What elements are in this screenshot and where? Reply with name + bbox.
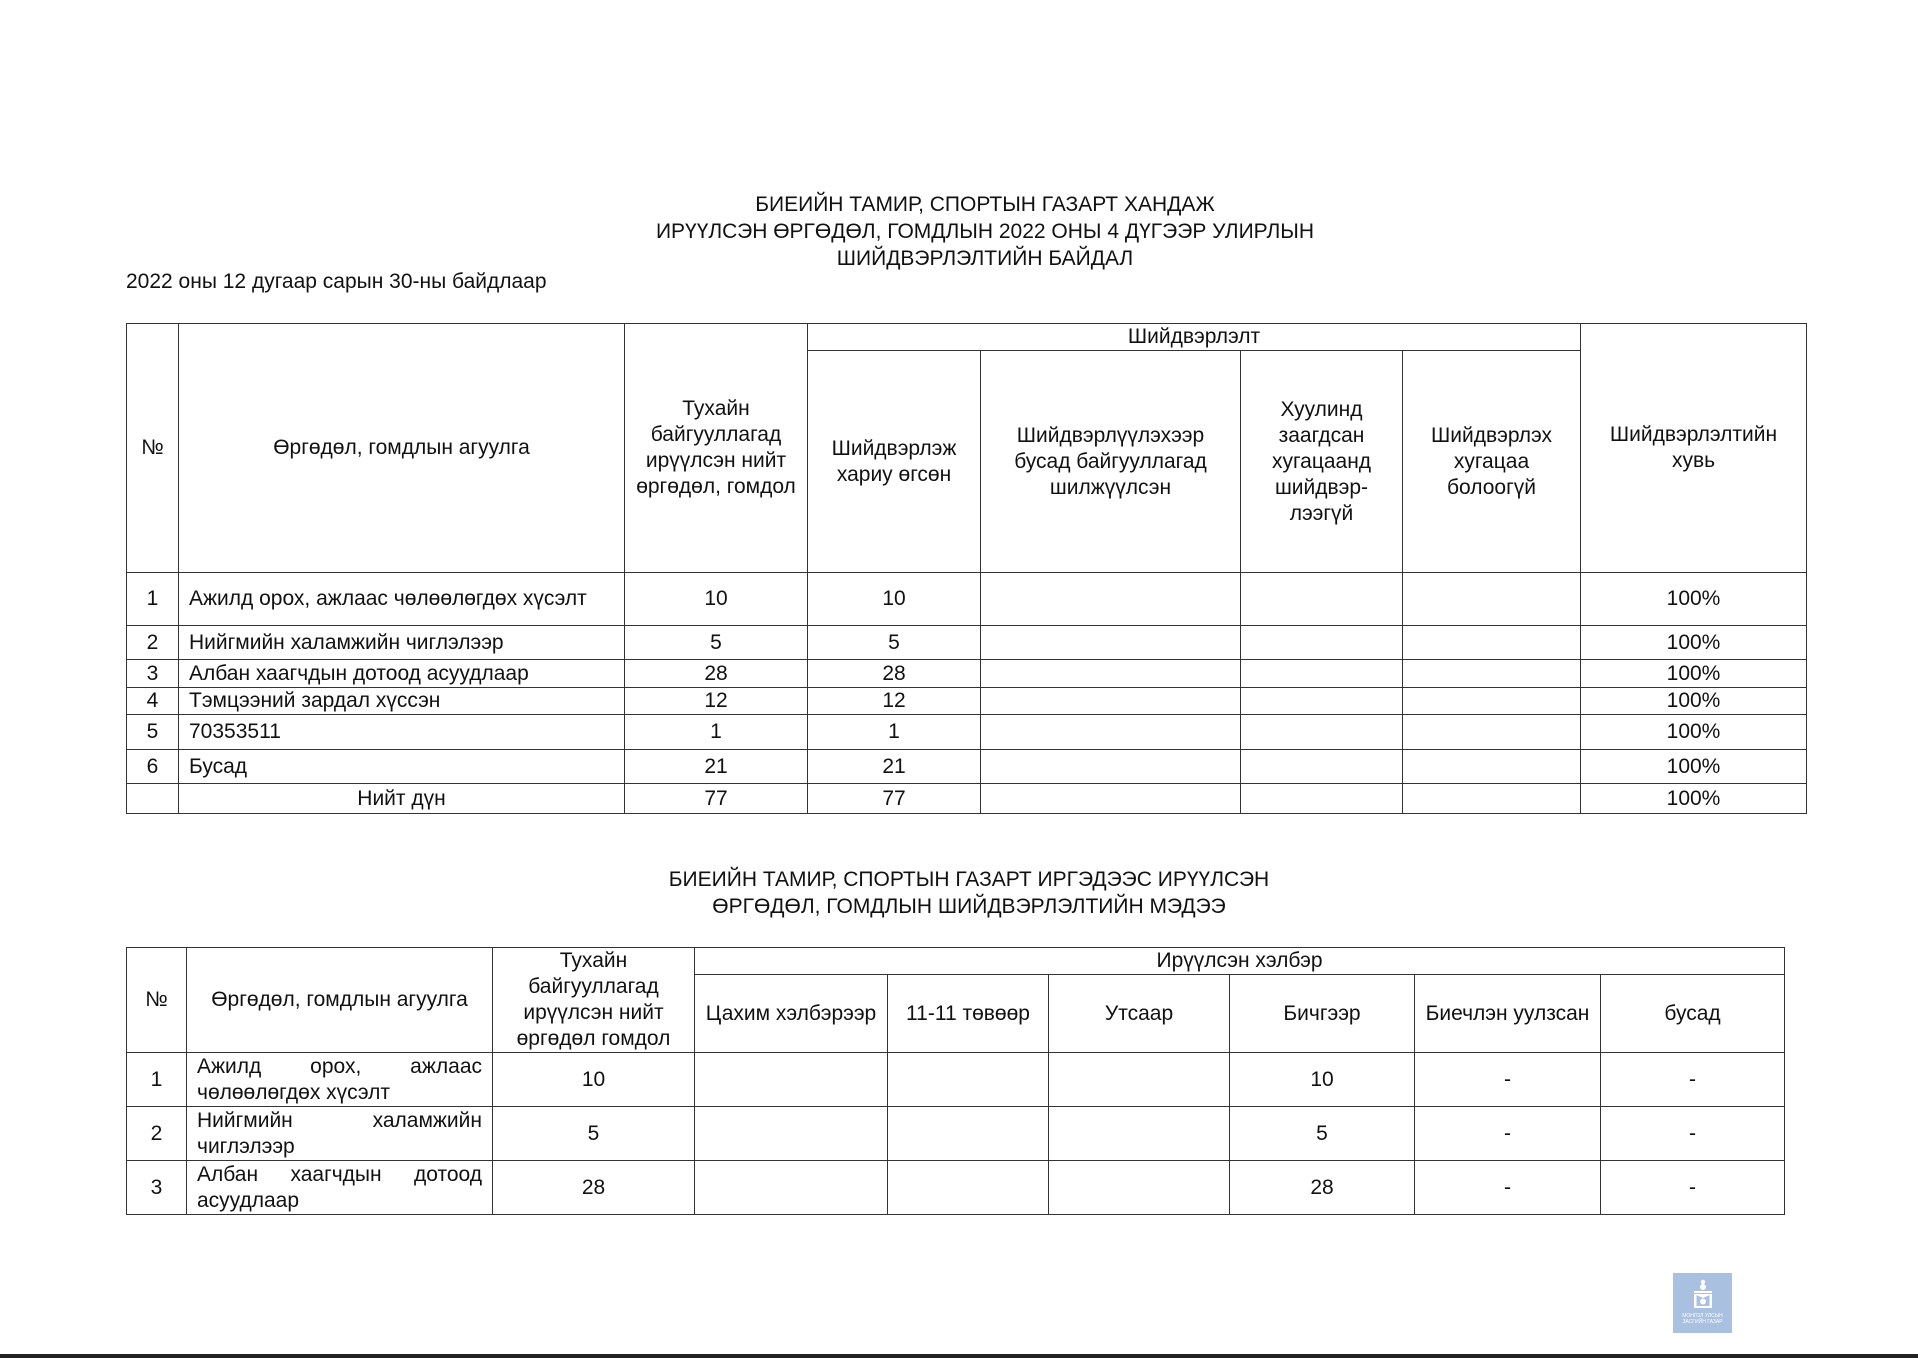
row-phone bbox=[1049, 1107, 1230, 1161]
row-number: 2 bbox=[127, 626, 179, 660]
report1-title bbox=[26, 191, 1918, 272]
header-resolution-group: Шийдвэрлэлт bbox=[808, 324, 1581, 351]
row-transferred bbox=[981, 688, 1241, 715]
report1-title-line: ШИЙДВЭРЛЭЛТИЙН БАЙДАЛ bbox=[836, 247, 1134, 270]
row-number: 3 bbox=[127, 660, 179, 688]
row-hotline bbox=[888, 1161, 1049, 1215]
page-bottom-border bbox=[0, 1354, 1918, 1358]
row-number: 4 bbox=[127, 688, 179, 715]
row-number: 6 bbox=[127, 750, 179, 784]
header-total: Тухайн байгууллагад ирүүлсэн нийт өргөдөл гомдол bbox=[493, 948, 695, 1053]
row-percent: 100% bbox=[1581, 688, 1807, 715]
row-not-due bbox=[1403, 573, 1581, 626]
row-number: 1 bbox=[127, 573, 179, 626]
header-percent: Шийдвэрлэлтийн хувь bbox=[1581, 324, 1807, 573]
header-overdue: Хуулинд заагдсан хугацаанд шийдвэр-лээгүй bbox=[1241, 351, 1403, 573]
row-other: - bbox=[1601, 1107, 1785, 1161]
header-number: № bbox=[127, 324, 179, 573]
row-not-due bbox=[1403, 660, 1581, 688]
total-number bbox=[127, 784, 179, 814]
total-total: 77 bbox=[625, 784, 808, 814]
header-number: № bbox=[127, 948, 187, 1053]
row-hotline bbox=[888, 1107, 1049, 1161]
header-total: Тухайн байгууллагад ирүүлсэн нийт өргөдөл, гомдол bbox=[625, 324, 808, 573]
header-phone: Утсаар bbox=[1049, 975, 1230, 1053]
row-total: 1 bbox=[625, 715, 808, 750]
row-content: Нийгмийн халамжийн чиглэлээр bbox=[187, 1107, 493, 1161]
row-other: - bbox=[1601, 1161, 1785, 1215]
total-answered: 77 bbox=[808, 784, 981, 814]
row-answered: 10 bbox=[808, 573, 981, 626]
table-row bbox=[127, 750, 1807, 784]
row-content: 70353511 bbox=[179, 715, 625, 750]
header-electronic: Цахим хэлбэрээр bbox=[695, 975, 888, 1053]
table-row bbox=[127, 1107, 1785, 1161]
row-hotline bbox=[888, 1053, 1049, 1107]
header-content: Өргөдөл, гомдлын агуулга bbox=[179, 324, 625, 573]
row-electronic bbox=[695, 1053, 888, 1107]
header-content: Өргөдөл, гомдлын агуулга bbox=[187, 948, 493, 1053]
table-row bbox=[127, 1161, 1785, 1215]
row-overdue bbox=[1241, 688, 1403, 715]
row-overdue bbox=[1241, 626, 1403, 660]
header-other: бусад bbox=[1601, 975, 1785, 1053]
header-not-due: Шийдвэрлэх хугацаа болоогүй bbox=[1403, 351, 1581, 573]
header-submission-group: Ирүүлсэн хэлбэр bbox=[695, 948, 1785, 975]
row-total: 5 bbox=[493, 1107, 695, 1161]
row-answered: 5 bbox=[808, 626, 981, 660]
row-transferred bbox=[981, 715, 1241, 750]
row-written: 5 bbox=[1230, 1107, 1415, 1161]
row-not-due bbox=[1403, 750, 1581, 784]
row-percent: 100% bbox=[1581, 626, 1807, 660]
row-content: Албан хаагчдын дотоод асуудлаар bbox=[179, 660, 625, 688]
row-total: 10 bbox=[625, 573, 808, 626]
total-row bbox=[127, 784, 1807, 814]
total-transferred bbox=[981, 784, 1241, 814]
report-date: 2022 оны 12 дугаар сарын 30-ны байдлаар bbox=[126, 270, 547, 293]
logo-caption: МОНГОЛ УЛСЫН ЗАСГИЙН ГАЗАР bbox=[1682, 1313, 1723, 1325]
total-not-due bbox=[1403, 784, 1581, 814]
table-row bbox=[127, 660, 1807, 688]
row-written: 10 bbox=[1230, 1053, 1415, 1107]
row-overdue bbox=[1241, 573, 1403, 626]
report1-title-line: БИЕИЙН ТАМИР, СПОРТЫН ГАЗАРТ ХАНДАЖ bbox=[755, 193, 1215, 216]
row-not-due bbox=[1403, 626, 1581, 660]
resolution-status-table bbox=[126, 323, 1807, 814]
submission-type-table bbox=[126, 947, 1785, 1215]
row-phone bbox=[1049, 1161, 1230, 1215]
table-row bbox=[127, 626, 1807, 660]
report2-title-line: БИЕИЙН ТАМИР, СПОРТЫН ГАЗАРТ ИРГЭДЭЭС ИРҮҮЛСЭН bbox=[668, 868, 1270, 891]
report2-title-line: ӨРГӨДӨЛ, ГОМДЛЫН ШИЙДВЭРЛЭЛТИЙН МЭДЭЭ bbox=[712, 895, 1226, 918]
row-total: 21 bbox=[625, 750, 808, 784]
row-percent: 100% bbox=[1581, 573, 1807, 626]
row-content: Нийгмийн халамжийн чиглэлээр bbox=[179, 626, 625, 660]
table-row bbox=[127, 688, 1807, 715]
row-in-person: - bbox=[1415, 1053, 1601, 1107]
header-in-person: Биечлэн уулзсан bbox=[1415, 975, 1601, 1053]
row-not-due bbox=[1403, 688, 1581, 715]
row-number: 3 bbox=[127, 1161, 187, 1215]
row-number: 5 bbox=[127, 715, 179, 750]
row-answered: 21 bbox=[808, 750, 981, 784]
row-content: Албан хаагчдын дотоод асуудлаар bbox=[187, 1161, 493, 1215]
row-answered: 12 bbox=[808, 688, 981, 715]
row-phone bbox=[1049, 1053, 1230, 1107]
header-written: Бичгээр bbox=[1230, 975, 1415, 1053]
row-transferred bbox=[981, 660, 1241, 688]
row-content: Ажилд орох, ажлаас чөлөөлөгдөх хүсэлт bbox=[187, 1053, 493, 1107]
row-content: Тэмцээний зардал хүссэн bbox=[179, 688, 625, 715]
row-other: - bbox=[1601, 1053, 1785, 1107]
row-number: 1 bbox=[127, 1053, 187, 1107]
row-answered: 28 bbox=[808, 660, 981, 688]
row-overdue bbox=[1241, 715, 1403, 750]
row-transferred bbox=[981, 573, 1241, 626]
row-not-due bbox=[1403, 715, 1581, 750]
row-in-person: - bbox=[1415, 1107, 1601, 1161]
header-answered: Шийдвэрлэж хариу өгсөн bbox=[808, 351, 981, 573]
total-percent: 100% bbox=[1581, 784, 1807, 814]
row-total: 12 bbox=[625, 688, 808, 715]
row-transferred bbox=[981, 750, 1241, 784]
soyombo-emblem-icon bbox=[1692, 1279, 1714, 1309]
row-written: 28 bbox=[1230, 1161, 1415, 1215]
row-content: Бусад bbox=[179, 750, 625, 784]
total-label: Нийт дүн bbox=[179, 784, 625, 814]
row-percent: 100% bbox=[1581, 715, 1807, 750]
row-total: 10 bbox=[493, 1053, 695, 1107]
row-content: Ажилд орох, ажлаас чөлөөлөгдөх хүсэлт bbox=[179, 573, 625, 626]
table-row bbox=[127, 573, 1807, 626]
report2-title bbox=[10, 866, 1918, 920]
table-row bbox=[127, 1053, 1785, 1107]
row-number: 2 bbox=[127, 1107, 187, 1161]
row-electronic bbox=[695, 1107, 888, 1161]
row-percent: 100% bbox=[1581, 750, 1807, 784]
row-in-person: - bbox=[1415, 1161, 1601, 1215]
row-total: 28 bbox=[493, 1161, 695, 1215]
row-percent: 100% bbox=[1581, 660, 1807, 688]
row-electronic bbox=[695, 1161, 888, 1215]
total-overdue bbox=[1241, 784, 1403, 814]
row-total: 5 bbox=[625, 626, 808, 660]
row-answered: 1 bbox=[808, 715, 981, 750]
row-overdue bbox=[1241, 750, 1403, 784]
row-total: 28 bbox=[625, 660, 808, 688]
row-overdue bbox=[1241, 660, 1403, 688]
header-hotline: 11-11 төвөөр bbox=[888, 975, 1049, 1053]
row-transferred bbox=[981, 626, 1241, 660]
government-logo bbox=[1673, 1273, 1732, 1333]
table-row bbox=[127, 715, 1807, 750]
header-transferred: Шийдвэрлүүлэхээр бусад байгууллагад шилжүүлсэн bbox=[981, 351, 1241, 573]
report1-title-line: ИРҮҮЛСЭН ӨРГӨДӨЛ, ГОМДЛЫН 2022 ОНЫ 4 ДҮГЭЭР УЛИРЛЫН bbox=[655, 220, 1315, 243]
